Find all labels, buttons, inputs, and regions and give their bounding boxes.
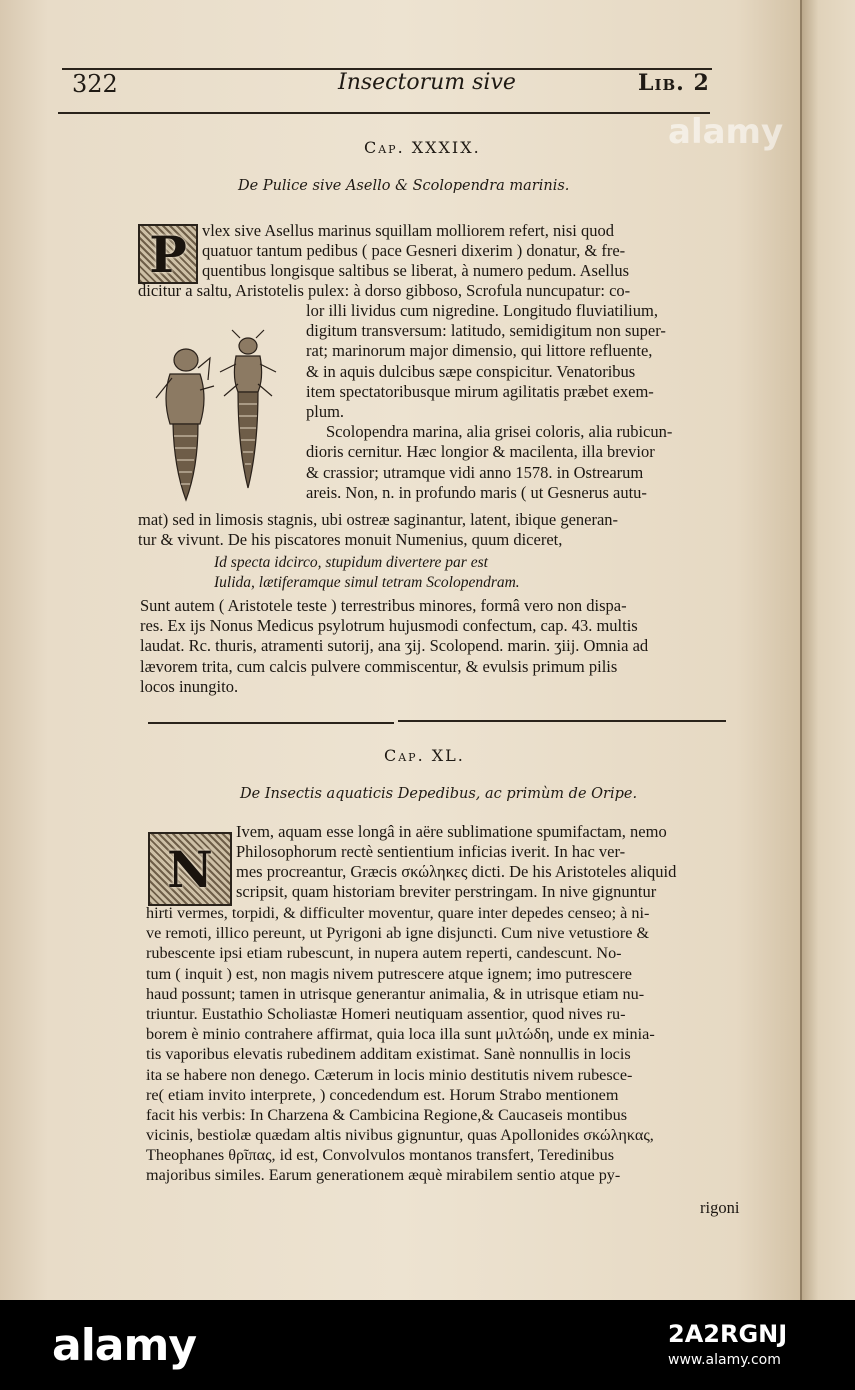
text-line: Scolopendra marina, alia grisei coloris, alia rubicun- bbox=[326, 422, 673, 442]
ch40-body-lines-full bbox=[146, 903, 655, 1186]
ch39-line-full bbox=[138, 281, 630, 301]
chapter-39-heading: Cap. XXXIX. bbox=[364, 138, 481, 157]
text-line: Philosophorum rectè sentientium inficias iverit. In hac ver- bbox=[236, 842, 626, 862]
text-line: tur & vivunt. De his piscatores monuit Numenius, quum diceret, bbox=[138, 530, 563, 550]
text-line: res. Ex ijs Nonus Medicus psylotrum hujusmodi confectum, cap. 43. multis bbox=[140, 616, 638, 636]
text-line: haud possunt; tamen in utrisque generantur animalia, & in utrisque etiam nu- bbox=[146, 984, 645, 1003]
text-line: ita se habere non denego. Cæterum in locis minio destitutis nivem rubesce- bbox=[146, 1065, 633, 1084]
watermark-text: alamy bbox=[668, 112, 784, 152]
text-line: re( etiam invito interprete, ) concedendum est. Horum Strabo mentionem bbox=[146, 1085, 619, 1104]
text-line: vlex sive Asellus marinus squillam molliorem refert, nisi quod bbox=[202, 221, 614, 240]
text-line: digitum transversum: latitudo, semidigitum non super- bbox=[306, 321, 666, 341]
text-line: plum. bbox=[306, 401, 345, 421]
sea-flea-illustration bbox=[148, 328, 288, 506]
ch39-lines-beside-figure bbox=[306, 301, 672, 503]
text-line: scripsit, quam historiam breviter perstringam. In nive gignuntur bbox=[236, 882, 657, 901]
text-line: tis vaporibus elevatis rubedinem additam existimat. Sanè nonnullis in locis bbox=[146, 1045, 631, 1064]
text-line: mat) sed in limosis stagnis, ubi ostreæ saginantur, latent, ibique generan- bbox=[138, 510, 619, 529]
site-url: www.alamy.com bbox=[668, 1352, 781, 1368]
dropcap-n-letter: N bbox=[167, 839, 213, 899]
text-line: hirti vermes, torpidi, & difficulter moventur, quare inter depedes censeo; à ni- bbox=[146, 904, 650, 922]
chapter-40-heading: Cap. XL. bbox=[384, 746, 465, 765]
dropcap-n bbox=[148, 832, 232, 906]
verse-line: Id specta idcirco, stupidum divertere par est bbox=[214, 554, 488, 571]
ch39-lines-beside-dropcap bbox=[202, 221, 629, 282]
text-line: lævorem trita, cum calcis pulvere commiscentur, & evulsis primum pilis bbox=[140, 656, 618, 676]
text-line: rat; marinorum major dimensio, qui littore refluente, bbox=[306, 341, 653, 361]
ch39-lines-after-figure bbox=[138, 510, 618, 550]
facing-page-edge bbox=[800, 0, 855, 1300]
text-line: borem è minio contrahere affirmat, quia loca illa sunt μιλτώδη, unde ex minia- bbox=[146, 1025, 655, 1044]
dropcap-p bbox=[138, 224, 198, 284]
text-line: facit his verbis: In Charzena & Cambicina Regione,& Caucaseis montibus bbox=[146, 1105, 628, 1124]
text-line: Sunt autem ( Aristotele teste ) terrestribus minores, formâ vero non dispa- bbox=[140, 596, 627, 615]
page-number: 322 bbox=[72, 70, 118, 98]
text-line: mes procreantur, Græcis σκώληκες dicti. De his Aristoteles aliquid bbox=[236, 862, 677, 882]
insect-figure-left bbox=[156, 349, 214, 500]
text-line: quatuor tantum pedibus ( pace Gesneri dixerim ) donatur, & fre- bbox=[202, 241, 626, 261]
text-line: Theophanes θρῖπας, id est, Convolvulos montanos transfert, Teredinibus bbox=[146, 1146, 615, 1165]
text-line: dioris cernitur. Hæc longior & macilenta, illa brevior bbox=[306, 442, 655, 462]
section-divider-right bbox=[398, 720, 726, 722]
text-line: majoribus similes. Earum generationem æquè mirabilem sentio atque py- bbox=[146, 1166, 621, 1185]
chapter-40-subtitle: De Insectis aquaticis Depedibus, ac primùm de Oripe. bbox=[240, 786, 638, 802]
ch39-closing-lines bbox=[140, 596, 648, 697]
verse-line: Iulida, lætiferamque simul tetram Scolopendram. bbox=[214, 574, 520, 592]
text-line: ve remoti, illico pereunt, ut Pyrigoni ab igne disjuncti. Cum nive vetustiore & bbox=[146, 924, 650, 943]
text-line: rubescente ipsi etiam rubescunt, in nupera autem reperti, candescunt. No- bbox=[146, 944, 622, 963]
alamy-logo: alamy bbox=[52, 1320, 196, 1371]
book-number: Lib. 2 bbox=[638, 70, 710, 96]
ch39-verse bbox=[214, 553, 520, 593]
text-line: tum ( inquit ) est, non magis nivem putrescere atque ignem; imo putrescere bbox=[146, 964, 632, 983]
text-line: vicinis, bestiolæ quædam altis nivibus gignuntur, quas Apollonides σκώληκας, bbox=[146, 1126, 654, 1145]
catchword: rigoni bbox=[700, 1198, 740, 1217]
text-line: Ivem, aquam esse longâ in aëre sublimatione spumifactam, nemo bbox=[236, 822, 667, 841]
text-line: areis. Non, n. in profundo maris ( ut Gesnerus autu- bbox=[306, 482, 647, 502]
ch40-lines-beside-dropcap bbox=[236, 822, 676, 883]
running-title: Insectorum sive bbox=[338, 70, 516, 95]
insect-figure-right bbox=[220, 330, 276, 488]
header-rule-bottom bbox=[58, 112, 710, 114]
text-line: quentibus longisque saltibus se liberat, à numero pedum. Asellus bbox=[202, 261, 630, 281]
chapter-39-subtitle: De Pulice sive Asello & Scolopendra marinis. bbox=[238, 178, 570, 194]
text-line: triuntur. Eustathio Scholiastæ Homeri neutiquam assentior, quod nives ru- bbox=[146, 1004, 626, 1023]
text-line: locos inungito. bbox=[140, 676, 239, 696]
text-line: item spectatoribusque mirum agilitatis præbet exem- bbox=[306, 381, 654, 401]
text-line: laudat. Rc. thuris, atramenti sutorij, ana ʒij. Scolopend. marin. ʒiij. Omnia ad bbox=[140, 636, 649, 656]
dropcap-p-letter: P bbox=[149, 224, 187, 284]
text-line: lor illi lividus cum nigredine. Longitudo fluviatilium, bbox=[306, 301, 658, 320]
image-id: 2A2RGNJ bbox=[668, 1320, 788, 1348]
section-divider-left bbox=[148, 722, 394, 724]
text-line: & in aquis dulcibus sæpe conspicitur. Venatoribus bbox=[306, 361, 636, 381]
text-line: & crassior; utramque vidi anno 1578. in Ostrearum bbox=[306, 462, 644, 482]
text-line: dicitur a saltu, Aristotelis pulex: à dorso gibboso, Scrofula nuncupatur: co- bbox=[138, 281, 631, 300]
ch40-body-lines bbox=[236, 882, 656, 902]
